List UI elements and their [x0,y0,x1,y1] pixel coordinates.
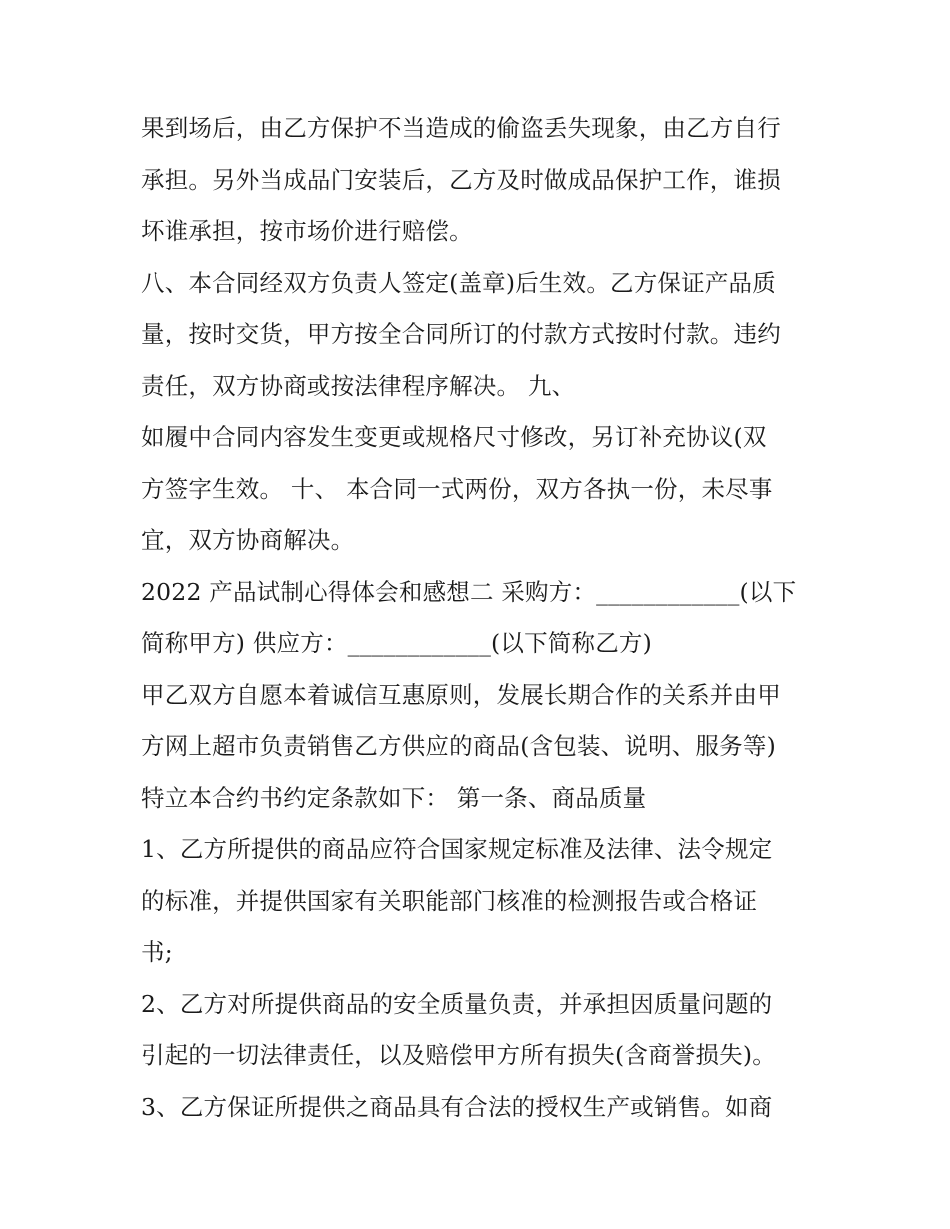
text-line: 方网上超市负责销售乙方供应的商品(含包装、说明、服务等) [141,732,776,760]
text-line: 2、乙方对所提供商品的安全质量负责，并承担因质量问题的 [141,990,773,1018]
text-line: 的标准，并提供国家有关职能部门核准的检测报告或合格证 [141,887,758,915]
text-line: 1、乙方所提供的商品应符合国家规定标准及法律、法令规定 [141,835,773,863]
text-line: 宜，双方协商解决。 [141,526,355,554]
text-line: 2022 产品试制心得体会和感想二 采购方：____________(以下 [141,578,797,606]
text-line: 甲乙双方自愿本着诚信互惠原则，发展长期合作的关系并由甲 [141,681,781,709]
text-line: 果到场后，由乙方保护不当造成的偷盗丢失现象，由乙方自行 [141,114,781,142]
text-line: 如履中合同内容发生变更或规格尺寸修改，另订补充协议(双 [141,423,767,451]
text-line: 方签字生效。 十、 本合同一式两份，双方各执一份，未尽事 [141,475,773,503]
text-line: 引起的一切法律责任，以及赔偿甲方所有损失(含商誉损失)。 [141,1041,776,1069]
text-line: 八、本合同经双方负责人签定(盖章)后生效。乙方保证产品质 [141,269,776,297]
text-line: 责任，双方协商或按法律程序解决。 九、 [141,372,576,400]
text-line: 特立本合约书约定条款如下： 第一条、商品质量 [141,784,647,812]
text-line: 简称甲方) 供应方：____________(以下简称乙方) [141,629,652,657]
text-line: 坏谁承担，按市场价进行赔偿。 [141,217,473,245]
text-line: 3、乙方保证所提供之商品具有合法的授权生产或销售。如商 [141,1093,773,1121]
text-line: 书; [141,938,173,966]
text-line: 承担。另外当成品门安装后，乙方及时做成品保护工作，谁损 [141,166,781,194]
text-line: 量，按时交货，甲方按全合同所订的付款方式按时付款。违约 [141,320,781,348]
